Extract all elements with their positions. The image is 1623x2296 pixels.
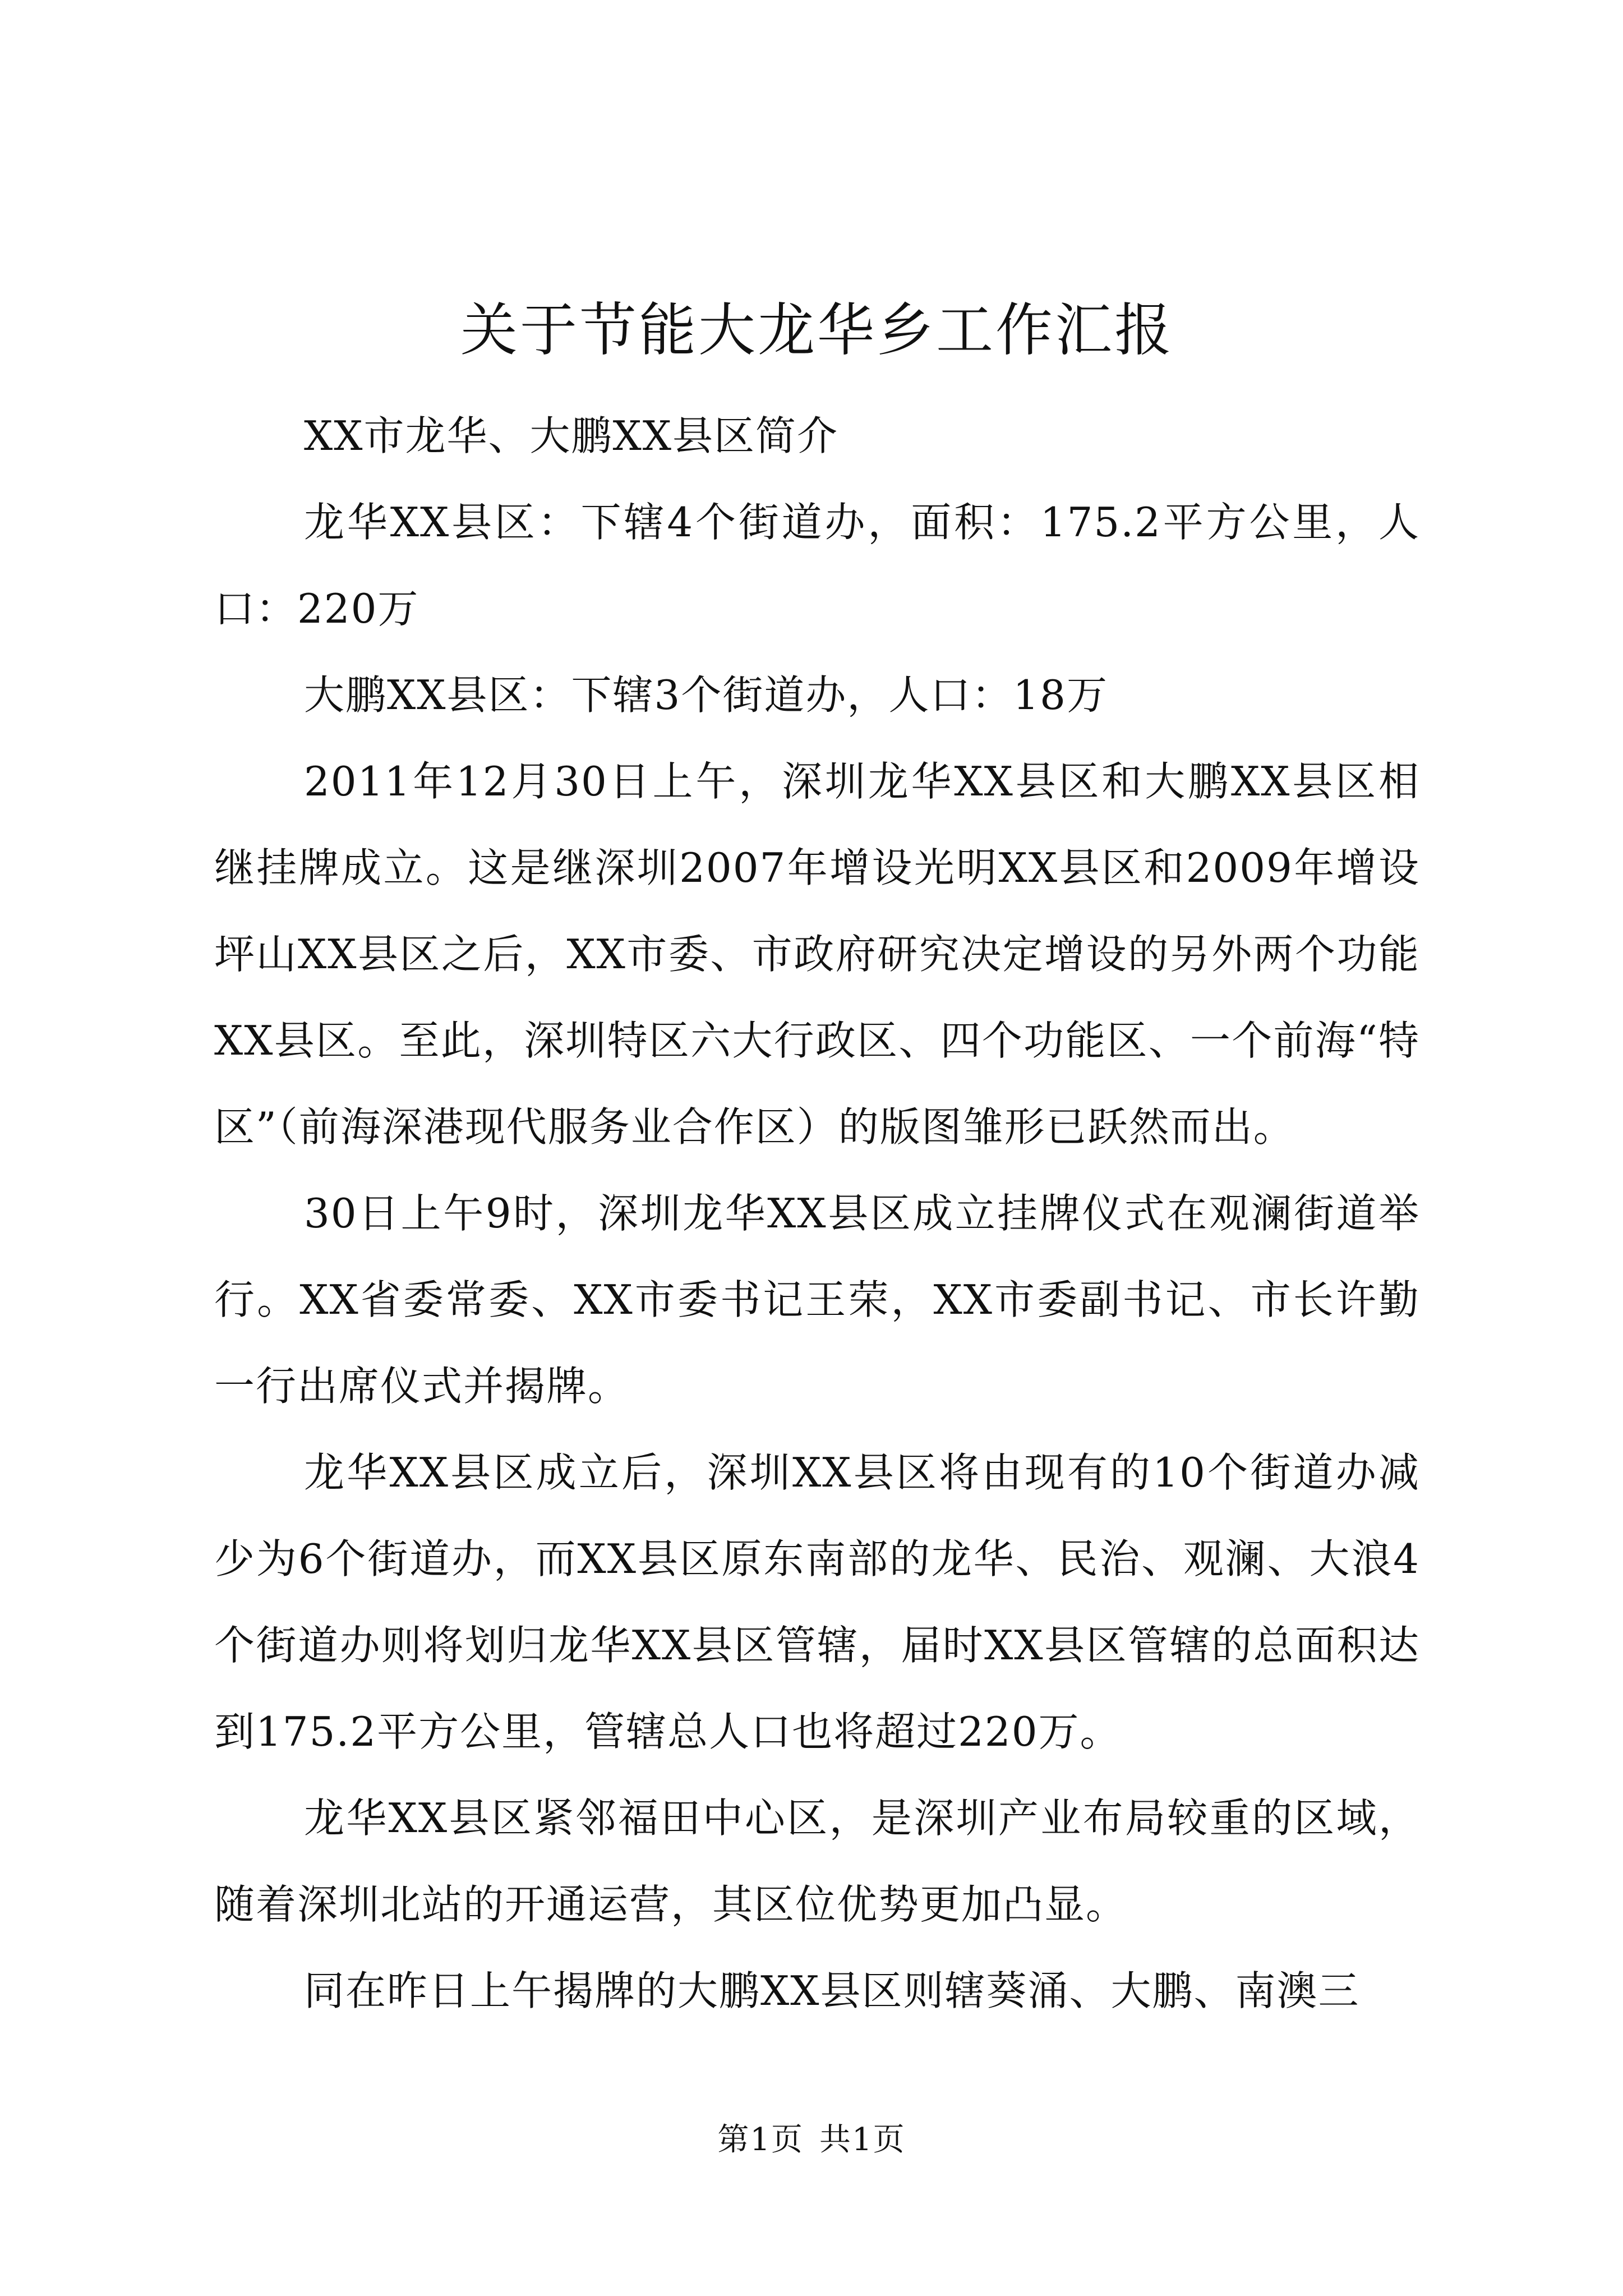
paragraph-dapeng-detail: 同在昨日上午揭牌的大鹏XX县区则辖葵涌、大鹏、南澳三 bbox=[304, 1967, 1360, 2014]
paragraph-establishment: 2011年12月30日上午，深圳龙华XX县区和大鹏XX县区相继挂牌成立。这是继深圳2007年增设光明XX县区和2009年增设坪山XX县区之后，XX市委、市政府研究决定增设的另外两个功能XX县区。至此，深圳特区六大行政区、四个功能区、一个前海“特区”（前海深港现代服务业合作区）的版图雏形已跃然而出。 bbox=[214, 758, 1420, 1151]
page-total: 共1页 bbox=[819, 2122, 906, 2158]
paragraph-dapeng-summary: 大鹏XX县区：下辖3个街道办，人口：18万 bbox=[304, 671, 1108, 719]
paragraph-ceremony: 30日上午9时，深圳龙华XX县区成立挂牌仪式在观澜街道举行。XX省委常委、XX市委书记王荣，XX市委副书记、市长许勤一行出席仪式并揭牌。 bbox=[214, 1190, 1420, 1410]
paragraph-location-advantage: 龙华XX县区紧邻福田中心区，是深圳产业布局较重的区域，随着深圳北站的开通运营，其区位优势更加凸显。 bbox=[214, 1795, 1420, 1928]
paragraph-intro-heading: XX市龙华、大鹏XX县区简介 bbox=[304, 412, 839, 459]
page-number: 第1页 bbox=[717, 2122, 804, 2158]
document-title: 关于节能大龙华乡工作汇报 bbox=[460, 297, 1174, 364]
paragraph-longhua-summary: 龙华XX县区：下辖4个街道办，面积：175.2平方公里，人口：220万 bbox=[214, 499, 1420, 632]
paragraph-reorganization: 龙华XX县区成立后，深圳XX县区将由现有的10个街道办减少为6个街道办，而XX县区原东南部的龙华、民治、观澜、大浪4个街道办则将划归龙华XX县区管辖，届时XX县区管辖的总面积达到175.2平方公里，管辖总人口也将超过220万。 bbox=[214, 1449, 1420, 1755]
document-body bbox=[214, 292, 1420, 2034]
page-footer bbox=[0, 2120, 1623, 2160]
